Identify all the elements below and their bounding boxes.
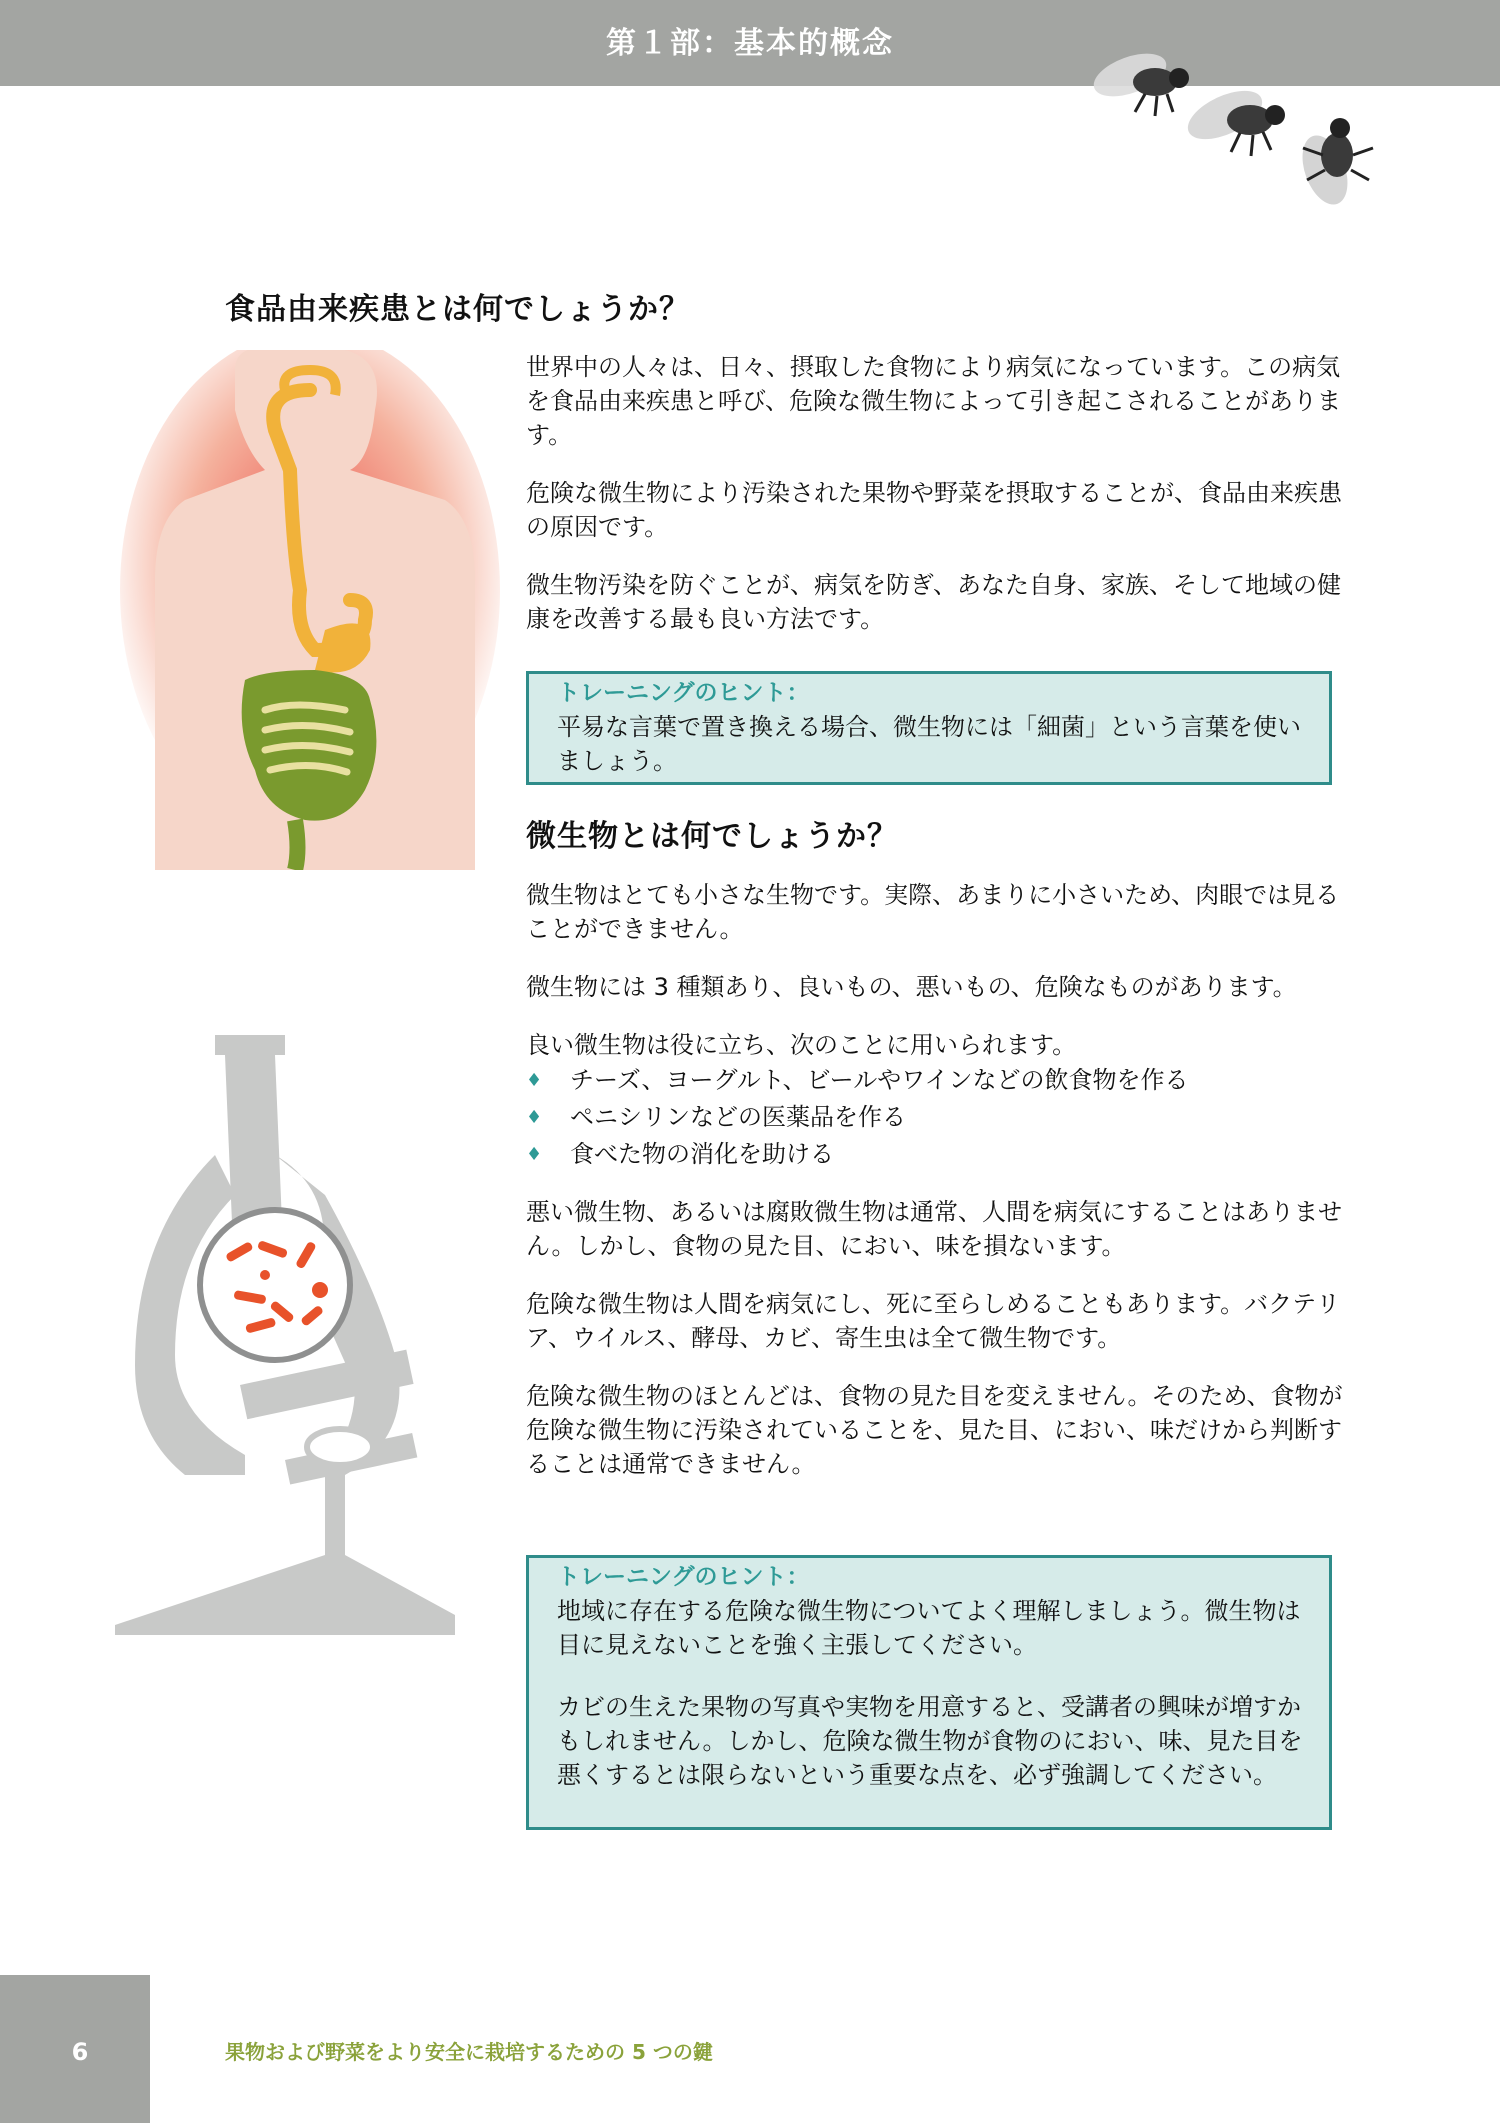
training-tip-box [526,1555,1332,1830]
bullet-diamond-icon: ♦ [526,1070,543,1091]
bullet-diamond-icon: ♦ [526,1107,543,1128]
list-item [526,1062,1346,1099]
fly-icon [1181,81,1285,156]
training-tip-title: トレーニングのヒント： [557,1564,810,1590]
section-heading-microorganisms: 微生物とは何でしょうか？ [526,819,898,854]
list-item-text: チーズ、ヨーグルト、ビールやワインなどの飲食物を作る [570,1066,1189,1094]
training-tip-box [526,671,1332,785]
training-tip-text: 平易な言葉で置き換える場合、微生物には「細菌」という言葉を使いましょう。 [557,713,1301,775]
section1-body [526,350,1346,636]
paragraph: 世界中の人々は、日々、摂取した食物により病気になっています。この病気を食品由来疾患と呼び、危険な微生物によって引き起こされることがあります。 [526,353,1342,449]
paragraph: 悪い微生物、あるいは腐敗微生物は通常、人間を病気にすることはありません。しかし、食物の見た目、におい、味を損ないます。 [526,1198,1342,1260]
fly-icon [1294,118,1373,211]
section-heading-foodborne-illness: 食品由来疾患とは何でしょうか？ [225,292,690,327]
page-number: 6 [71,2038,89,2066]
paragraph: 微生物はとても小さな生物です。実際、あまりに小さいため、肉眼では見ることができません。 [526,881,1340,943]
paragraph: 良い微生物は役に立ち、次のことに用いられます。 [526,1031,1077,1059]
microscope-illustration [115,1035,455,1635]
flies-decoration [1075,20,1385,220]
training-tip-text: カビの生えた果物の写真や実物を用意すると、受講者の興味が増すかもしれません。しかし、危険な微生物が食物のにおい、味、見た目を悪くするとは限らないという重要な点を、必ず強調してください。 [557,1693,1303,1789]
fly-icon [1088,45,1189,116]
paragraph: 危険な微生物のほとんどは、食物の見た目を変えません。そのため、食物が危険な微生物に汚染されていることを、見た目、におい、味だけから判断することは通常できません。 [526,1382,1343,1478]
digestive-system-illustration [115,350,505,870]
paragraph: 微生物には 3 種類あり、良いもの、悪いもの、危険なものがあります。 [526,973,1297,1001]
paragraph: 危険な微生物は人間を病気にし、死に至らしめることもあります。バクテリア、ウイルス、酵母、カビ、寄生虫は全て微生物です。 [526,1290,1341,1352]
paragraph: 微生物汚染を防ぐことが、病気を防ぎ、あなた自身、家族、そして地域の健康を改善する最も良い方法です。 [526,571,1342,633]
training-tip-text: 地域に存在する危険な微生物についてよく理解しましょう。微生物は目に見えないことを強く主張してください。 [557,1597,1301,1659]
paragraph: 危険な微生物により汚染された果物や野菜を摂取することが、食品由来疾患の原因です。 [526,479,1342,541]
list-item [526,1099,1346,1136]
training-tip-title: トレーニングのヒント： [557,680,810,706]
page-header-title: 第１部：基本的概念 [606,26,894,61]
bullet-diamond-icon: ♦ [526,1144,543,1165]
list-item-text: 食べた物の消化を助ける [570,1140,834,1168]
list-item-text: ペニシリンなどの医薬品を作る [570,1103,906,1131]
good-microbe-uses-list [526,1062,1346,1173]
list-item [526,1136,1346,1173]
section2-body [526,878,1346,1481]
footer-title: 果物および野菜をより安全に栽培するための 5 つの鍵 [225,2040,713,2064]
